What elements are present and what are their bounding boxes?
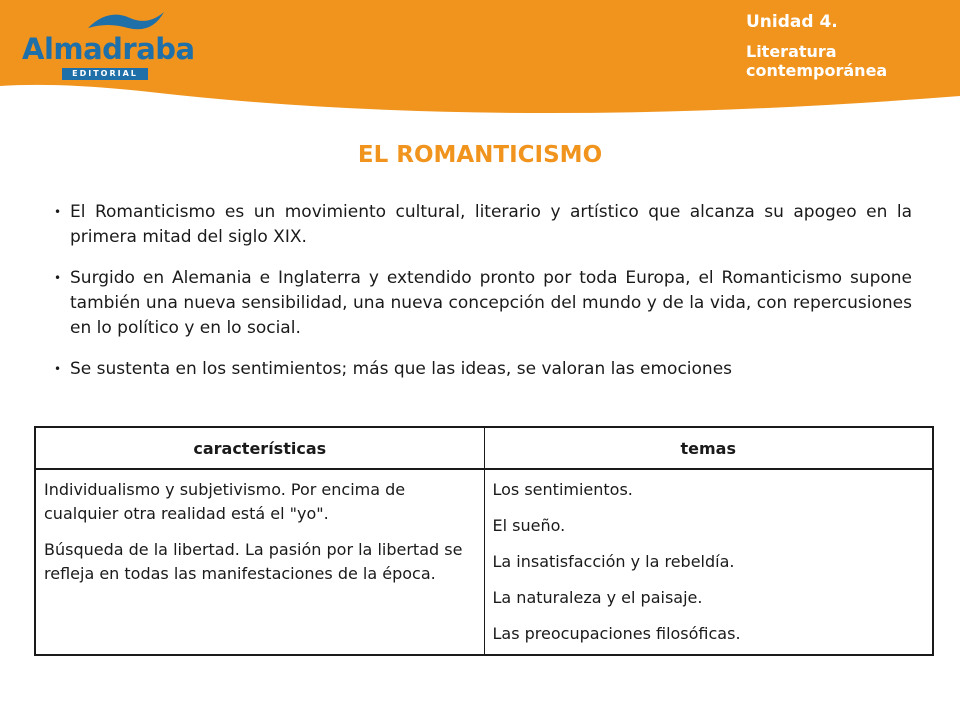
bullet-icon: • [54,362,62,376]
temas-cell [484,469,933,655]
bullet-item [54,200,912,250]
table-header-row [35,427,933,469]
caracteristicas-cell [35,469,484,655]
tema-item: La insatisfacción y la rebeldía. [492,552,735,571]
table-row [35,469,933,655]
romanticism-table [34,426,934,656]
unit-heading [746,12,951,80]
logo-subtitle: EDITORIAL [62,68,148,80]
unit-subtitle: Literatura contemporánea [746,42,888,80]
bullet-item [54,357,912,382]
bullet-list [54,200,912,398]
bullet-text: Surgido en Alemania e Inglaterra y extendido pronto por toda Europa, el Romanticismo supone también una nueva sensibilidad, una nueva concepción del mundo y de la vida, con repercusiones en lo político y en lo social. [70,268,912,338]
logo-wordmark: Almadraba [22,32,195,66]
bullet-icon: • [54,271,62,285]
tema-item: Los sentimientos. [492,480,633,499]
caracteristica-item: Individualismo y subjetivismo. Por encima de cualquier otra realidad está el "yo". [44,480,406,523]
column-header-caracteristicas: características [35,427,484,469]
unit-title: Unidad 4. [746,12,838,32]
bullet-text: El Romanticismo es un movimiento cultural, literario y artístico que alcanza su apogeo en la primera mitad del siglo XIX. [70,202,912,247]
page-title: EL ROMANTICISMO [357,142,603,168]
almadraba-logo [12,6,195,78]
tema-item: El sueño. [492,516,566,535]
bullet-icon: • [54,205,62,219]
bullet-text: Se sustenta en los sentimientos; más que las ideas, se valoran las emociones [70,359,733,379]
tema-item: La naturaleza y el paisaje. [492,588,703,607]
tema-item: Las preocupaciones filosóficas. [492,624,741,643]
caracteristica-item: Búsqueda de la libertad. La pasión por la libertad se refleja en todas las manifestaciones de la época. [44,540,463,583]
column-header-temas: temas [484,427,933,469]
bullet-item [54,266,912,341]
